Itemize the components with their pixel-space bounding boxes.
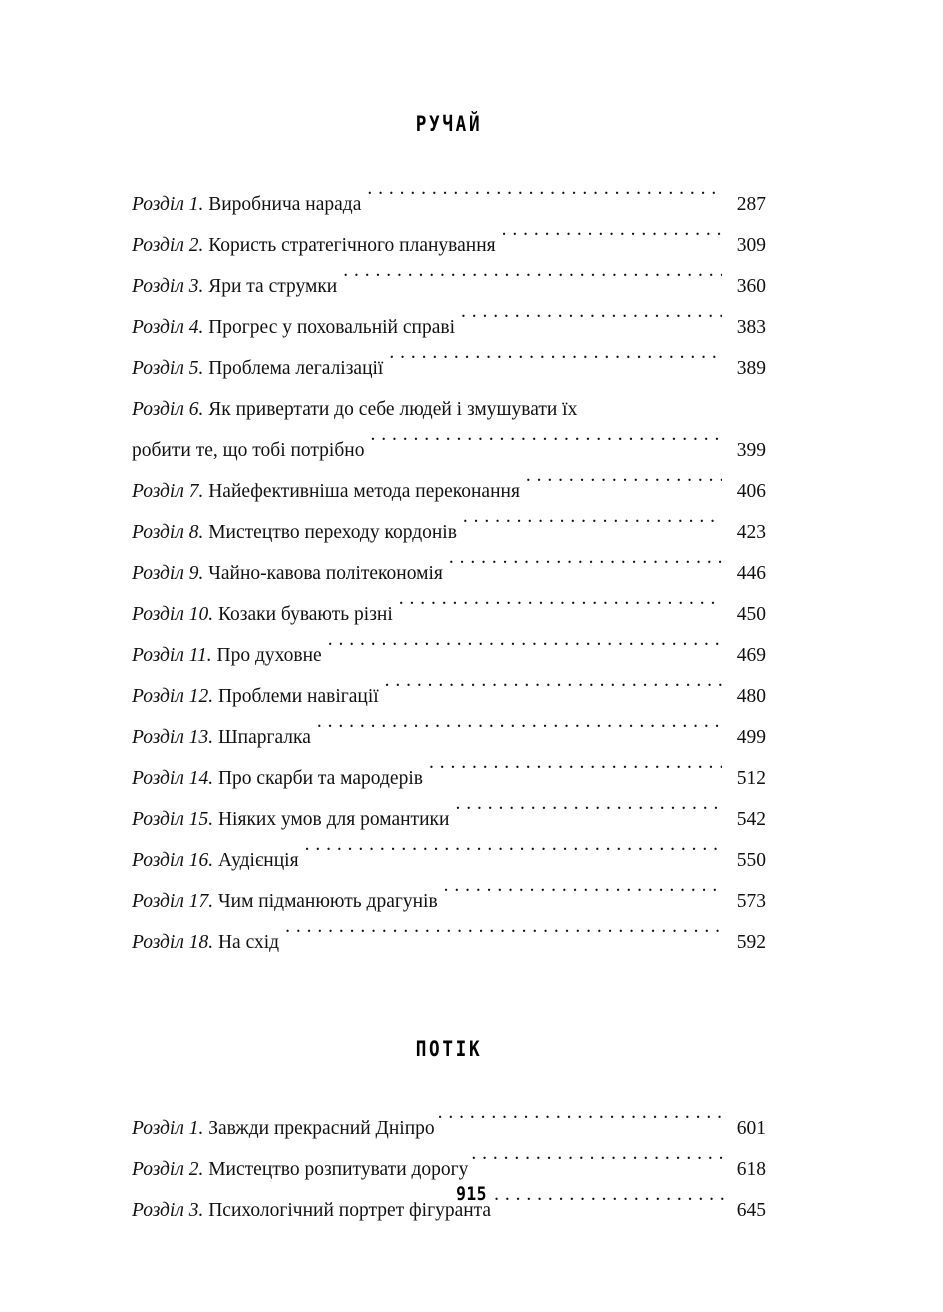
entry-page-number: 450	[736, 604, 766, 625]
toc-entry-line	[132, 348, 766, 389]
chapter-title-continued: робити те, що тобі потрібно	[132, 440, 365, 461]
leader-dots	[317, 724, 722, 744]
leader-dots	[526, 478, 722, 498]
toc-entry-line	[132, 307, 766, 348]
chapter-label: Розділ 8.	[132, 522, 204, 543]
entry-page-number: 446	[736, 563, 766, 584]
toc-entry-text	[132, 881, 438, 922]
toc-entry-text	[132, 799, 449, 840]
toc-entry-text	[132, 512, 457, 553]
entry-page-number: 592	[736, 932, 766, 953]
toc-entry[interactable]	[132, 922, 766, 963]
chapter-label: Розділ 13.	[132, 727, 214, 748]
entry-page-number: 480	[736, 686, 766, 707]
leader-dots	[444, 888, 722, 908]
leader-dots	[449, 560, 722, 580]
chapter-title: Аудієнція	[213, 850, 299, 871]
chapter-label: Розділ 3.	[132, 276, 204, 297]
toc-entry[interactable]	[132, 184, 766, 225]
toc-entry[interactable]	[132, 225, 766, 266]
toc-entry-text	[132, 348, 383, 389]
toc-entry-line	[132, 430, 766, 471]
toc-entry-line	[132, 1108, 766, 1149]
leader-dots	[343, 273, 722, 293]
leader-dots	[285, 929, 722, 949]
chapter-title: Прогрес у поховальній справі	[203, 317, 455, 338]
page-number-folio: 915	[456, 1183, 487, 1205]
toc-entry-line	[132, 840, 766, 881]
toc-entry[interactable]	[132, 1108, 766, 1149]
toc-entry-text	[132, 471, 520, 512]
chapter-title: На схід	[213, 932, 280, 953]
chapter-label: Розділ 12.	[132, 686, 214, 707]
entry-page-number: 499	[736, 727, 766, 748]
entry-page-number: 399	[736, 440, 766, 461]
toc-entry-line	[132, 799, 766, 840]
section-heading-ruchai: РУЧАЙ	[415, 112, 483, 136]
chapter-title: Про скарби та мародерів	[213, 768, 423, 789]
leader-dots	[463, 519, 722, 539]
toc-entry-text	[132, 676, 379, 717]
entry-page-number: 573	[736, 891, 766, 912]
chapter-title: Проблема легалізації	[203, 358, 384, 379]
toc-entry-line	[132, 471, 766, 512]
toc-entry-text	[132, 553, 443, 594]
entry-page-number: 618	[736, 1159, 766, 1180]
toc-entry-text	[132, 184, 361, 225]
chapter-label: Розділ 16.	[132, 850, 214, 871]
chapter-title: Як привертати до себе людей і змушувати їх	[203, 399, 578, 420]
toc-entry-line	[132, 676, 766, 717]
chapter-title: Користь стратегічного планування	[203, 235, 496, 256]
chapter-label: Розділ 18.	[132, 932, 214, 953]
toc-entry[interactable]	[132, 717, 766, 758]
toc-list-potik	[132, 1108, 766, 1231]
toc-entry-line	[132, 553, 766, 594]
leader-dots	[328, 642, 722, 662]
chapter-title: Чим підманюють драгунів	[213, 891, 438, 912]
chapter-label: Розділ 1.	[132, 194, 204, 215]
chapter-label: Розділ 7.	[132, 481, 204, 502]
toc-entry[interactable]	[132, 881, 766, 922]
leader-dots	[389, 355, 722, 375]
toc-entry[interactable]	[132, 799, 766, 840]
chapter-title: Чайно-кавова політекономія	[203, 563, 443, 584]
toc-entry-text	[132, 922, 279, 963]
toc-entry-line	[132, 184, 766, 225]
toc-entry[interactable]	[132, 840, 766, 881]
chapter-label: Розділ 2.	[132, 235, 204, 256]
toc-entry-line	[132, 922, 766, 963]
chapter-label: Розділ 5.	[132, 358, 204, 379]
toc-entry[interactable]	[132, 758, 766, 799]
entry-page-number: 389	[736, 358, 766, 379]
toc-entry-text	[132, 758, 423, 799]
chapter-title: Виробнича нарада	[203, 194, 362, 215]
toc-entry-line	[132, 635, 766, 676]
entry-page-number: 309	[736, 235, 766, 256]
toc-entry[interactable]	[132, 471, 766, 512]
toc-entry[interactable]	[132, 635, 766, 676]
toc-entry-text	[132, 307, 455, 348]
toc-content	[132, 0, 766, 1231]
toc-entry[interactable]	[132, 676, 766, 717]
leader-dots	[461, 314, 722, 334]
chapter-label: Розділ 3.	[132, 1200, 204, 1221]
chapter-title: Козаки бувають різні	[213, 604, 393, 625]
toc-list-ruchai	[132, 184, 766, 963]
toc-entry-line	[132, 594, 766, 635]
toc-entry-text	[132, 225, 496, 266]
leader-dots	[471, 1156, 725, 1176]
toc-entry-line	[132, 881, 766, 922]
chapter-label: Розділ 17.	[132, 891, 214, 912]
toc-entry[interactable]	[132, 553, 766, 594]
chapter-label: Розділ 1.	[132, 1118, 204, 1139]
chapter-label: Розділ 11.	[132, 645, 212, 666]
entry-page-number: 406	[736, 481, 766, 502]
leader-dots	[367, 191, 722, 211]
chapter-label: Розділ 14.	[132, 768, 214, 789]
entry-page-number: 512	[736, 768, 766, 789]
chapter-title: Яри та струмки	[203, 276, 338, 297]
toc-entry[interactable]	[132, 594, 766, 635]
chapter-title: Мистецтво розпитувати дорогу	[203, 1159, 469, 1180]
leader-dots	[502, 232, 722, 252]
toc-entry[interactable]	[132, 266, 766, 307]
entry-page-number: 423	[736, 522, 766, 543]
chapter-title: Найефективніша метода переконання	[203, 481, 520, 502]
toc-entry-text	[132, 1108, 435, 1149]
leader-dots	[385, 683, 722, 703]
chapter-title: Ніяких умов для романтики	[213, 809, 450, 830]
chapter-title: Проблеми навігації	[213, 686, 379, 707]
entry-page-number: 542	[736, 809, 766, 830]
chapter-label: Розділ 9.	[132, 563, 204, 584]
toc-entry-line	[132, 266, 766, 307]
toc-entry-line	[132, 512, 766, 553]
entry-page-number: 645	[736, 1200, 766, 1221]
leader-dots	[399, 601, 722, 621]
entry-page-number: 601	[736, 1118, 766, 1139]
leader-dots	[438, 1115, 725, 1135]
chapter-label: Розділ 15.	[132, 809, 214, 830]
chapter-label: Розділ 6.	[132, 399, 204, 420]
section-heading-potik: ПОТІК	[415, 1037, 483, 1061]
chapter-title: Шпаргалка	[213, 727, 311, 748]
entry-page-number: 287	[736, 194, 766, 215]
chapter-title: Завжди прекрасний Дніпро	[203, 1118, 435, 1139]
toc-entry[interactable]	[132, 389, 766, 471]
toc-entry-line	[132, 225, 766, 266]
leader-dots	[455, 806, 722, 826]
toc-entry[interactable]	[132, 348, 766, 389]
leader-dots	[429, 765, 722, 785]
toc-entry-line	[132, 389, 766, 430]
toc-entry-line	[132, 717, 766, 758]
entry-page-number: 360	[736, 276, 766, 297]
chapter-title: Психологічний портрет фігуранта	[203, 1200, 492, 1221]
toc-entry-text	[132, 717, 311, 758]
entry-page-number: 550	[736, 850, 766, 871]
leader-dots	[305, 847, 722, 867]
toc-entry[interactable]	[132, 512, 766, 553]
entry-page-number: 469	[736, 645, 766, 666]
chapter-label: Розділ 10.	[132, 604, 214, 625]
toc-entry-text	[132, 266, 337, 307]
chapter-label: Розділ 4.	[132, 317, 204, 338]
chapter-label: Розділ 2.	[132, 1159, 204, 1180]
chapter-title: Мистецтво переходу кордонів	[203, 522, 457, 543]
leader-dots	[370, 437, 722, 457]
chapter-title: Про духовне	[211, 645, 322, 666]
toc-entry-text	[132, 635, 322, 676]
toc-entry-line	[132, 758, 766, 799]
toc-entry-text	[132, 840, 299, 881]
toc-entry-text	[132, 594, 393, 635]
entry-page-number: 383	[736, 317, 766, 338]
toc-entry[interactable]	[132, 307, 766, 348]
